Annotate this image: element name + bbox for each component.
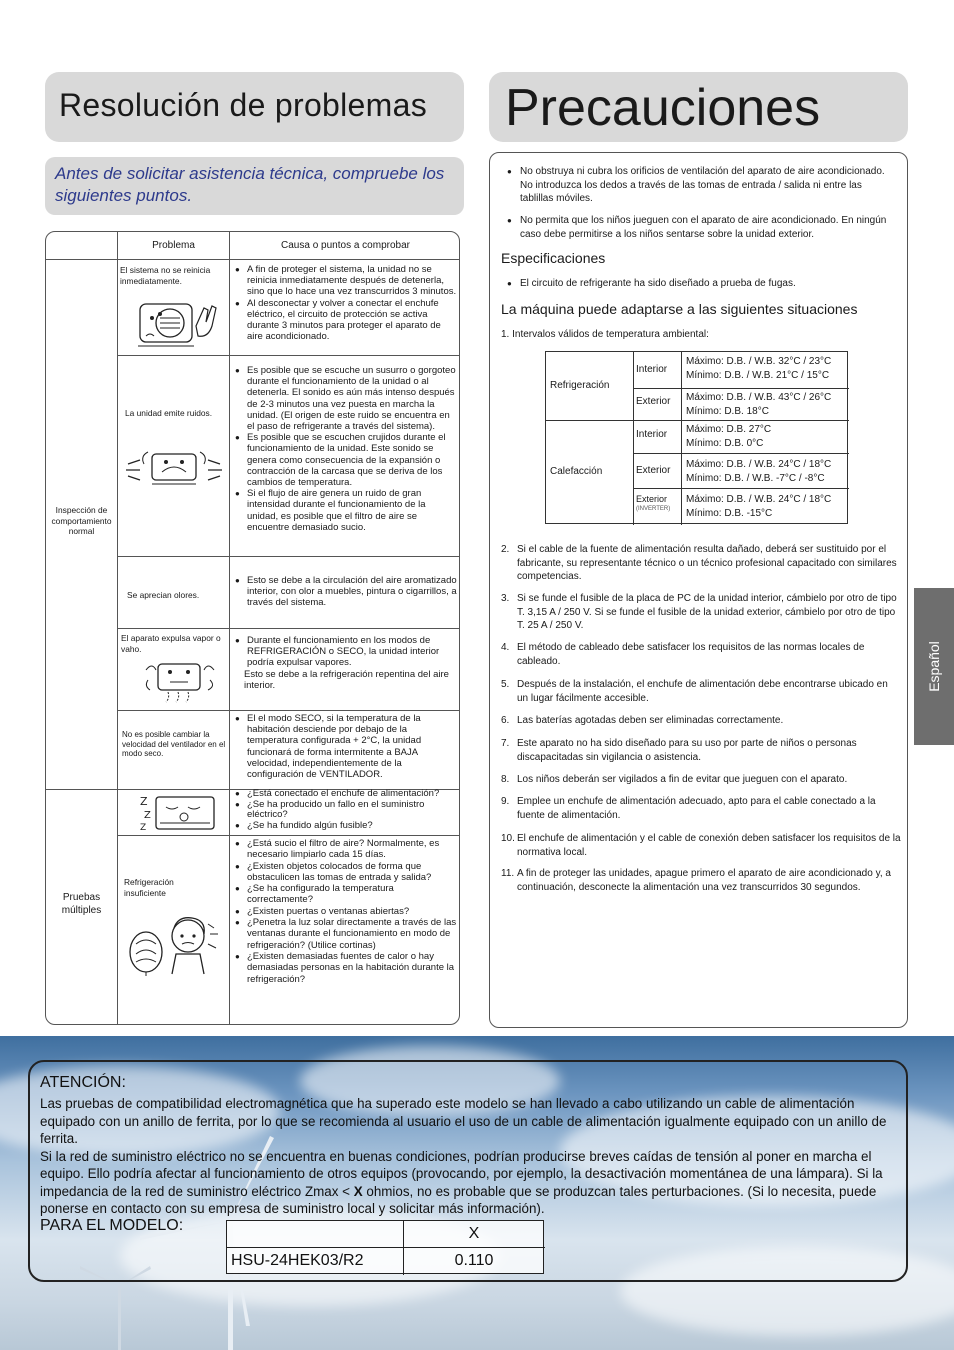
causes-vapor [234,635,458,691]
sleeping-unit-illustration [138,793,218,838]
range-value: Mínimo: D.B. 0°C [686,438,764,449]
troubleshooting-table [45,231,460,1025]
troubleshooting-subtitle: Antes de solicitar asistencia técnica, compruebe los siguientes puntos. [55,164,445,205]
temperature-range-table [545,351,848,524]
column-header-problem: Problema [152,240,195,251]
cause-item: ● Si el flujo de aire genera un ruido de gran intensidad durante el funcionamiento de la unidad, es posible que el filtro de aire se encuentre demasiado sucio. [234,488,458,533]
cause-item: ● ¿Existen puertas o ventanas abiertas? [234,906,460,917]
problem-noise: La unidad emite ruidos. [125,408,213,418]
precaution-item: 5. Después de la instalación, el enchufe de alimentación debe encontrarse ubicado en un lugar fácilmente accesible. [501,679,888,704]
language-tab [914,588,954,745]
precaution-item: 7. Este aparato no ha sido diseñado para su uso por parte de niños o personas discapacitadas sin vigilancia o asistencia. [501,738,857,763]
hot-person-illustration [126,914,221,981]
noisy-unit-illustration [124,442,224,497]
column-x-header: X [468,1225,480,1242]
range-value: Máximo: D.B. / W.B. 43°C / 26°C [686,392,832,403]
range-value: Mínimo: D.B. / W.B. 21°C / 15°C [686,370,830,381]
attention-paragraph-1: Las pruebas de compatibilidad electromagnética que ha superado este modelo se han llevado a cabo utilizando un cable de alimentación equipado con un anillo de ferrita, por lo que se recomienda al usuario el uso de un cable de alimentación igualmente equipado con un anillo de ferrita. [40,1096,887,1146]
column-header-cause: Causa o puntos a comprobar [281,240,410,251]
cause-item: ● ¿Se ha producido un fallo en el suministro eléctrico? [234,800,460,821]
unit-exterior: Exterior [636,465,671,476]
vapor-unit-illustration [142,658,217,708]
range-value: Mínimo: D.B. / W.B. -7°C / -8°C [686,473,825,484]
precaution-bullet: ● No obstruya ni cubra los orificios de ventilación del aparato de aire acondicionado. No introduzca los dedos a través de las tomas de entrada / salida ni entre las tablillas móviles. [504,165,896,206]
causes-insufficient-cooling [234,838,460,985]
model-label: PARA EL MODELO: [40,1217,184,1234]
causes-no-power [234,789,460,832]
causes-no-restart [234,264,458,342]
cause-item: ● El el modo SECO, si la temperatura de la habitación desciende por debajo de la temperatura configurada + 2°C, la unidad funcionará de forma intermitente a BAJA velocidad, independientemente de la configuración de VENTILADOR. [234,713,458,780]
language-tab-label: Español [926,641,942,692]
precautions-panel [489,152,908,1028]
attention-title: ATENCIÓN: [40,1074,126,1091]
mode-cooling: Refrigeración [550,380,610,391]
precaution-item: 8. Los niños deberán ser vigilados a fin de evitar que jueguen con el aparato. [501,774,848,785]
troubleshooting-subtitle-box [45,157,464,215]
unit-stop-hand-illustration [136,296,221,356]
svg-text:Z: Z [140,823,147,833]
precaution-item: 3. Si se funde el fusible de la placa de PC de la unidad interior, cámbielo por otro de tipo T. 3,15 A / 250 V. Si se funde el fusible de la unidad exterior, cámbielo por otro de tipo T. 25 A / 250 V. [501,593,897,631]
attention-box [28,1060,908,1282]
cause-item: ● ¿Penetra la luz solar directamente a través de las ventanas durante el funcionamiento en modo de refrigeración? (Utilice cortinas) [234,917,460,951]
cause-item: ● ¿Existen demasiadas fuentes de calor o hay demasiadas personas en la habitación durante la refrigeración? [234,951,460,985]
cause-item: ● ¿Está sucio el filtro de aire? Normalmente, es necesario limpiarlo cada 15 días. [234,838,460,861]
precaution-item: 4. El método de cableado debe satisfacer los requisitos de las normas locales de cableado. [501,642,865,667]
model-name: HSU-24HEK03/R2 [231,1252,364,1269]
attention-paragraph-2: Si la red de suministro eléctrico no se encuentra en buenas condiciones, podrían producirse breves caídas de tensión al poner en marcha el equipo. Ello podría afectar al funcionamiento de otros equipos (provocando, por ejemplo, la desactivación momentánea de una lámpara). Si la impedancia de la red de suministro eléctrico Zmax < X ohmios, no es probable que se produzcan tales perturbaciones. (Si lo necesita, puede ponerse en contacto con su empresa de suministro local y solicitar más información). [40,1148,883,1216]
precaution-item: 6. Las baterías agotadas deben ser eliminadas correctamente. [501,715,784,726]
causes-fan-speed [234,713,458,780]
range-value: Máximo: D.B. / W.B. 24°C / 18°C [686,459,832,470]
cause-extra: Esto se debe a la refrigeración repentina del aire interior. [244,668,449,691]
svg-text:Z: Z [140,795,148,808]
precaution-bullet: ● No permita que los niños jueguen con el aparato de aire acondicionado. En ningún caso debe permitirse a los niños sentarse sobre la unidad exterior. [504,214,896,241]
inverter-note: (INVERTER) [636,506,671,512]
cause-item: ● Esto se debe a la circulación del aire aromatizado interior, con olor a muebles, pintura o cigarrillos, a través del sistema. [234,575,458,609]
unit-exterior: Exterior [636,396,671,407]
unit-interior: Interior [636,429,668,440]
model-impedance-value: 0.110 [454,1252,494,1269]
precautions-title: Precauciones [505,79,821,137]
cause-item: ● Al desconectar y volver a conectar el enchufe eléctrico, el circuito de protección se activa durante 3 minutos para proteger el aparato de aire acondicionado. [234,298,458,343]
cause-item: ● Durante el funcionamiento en los modos de REFRIGERACIÓN o SECO, la unidad interior podría expulsar vapores. [234,635,458,669]
range-value: Mínimo: D.B. 18°C [686,406,769,417]
precaution-item: 2. Si el cable de la fuente de alimentación resulta dañado, deberá ser sustituido por el fabricante, su representante técnico o un técnico profesional capacitado con similares competencias. [501,544,897,582]
unit-exterior: Exterior [636,494,668,504]
cause-item: ● Es posible que se escuchen crujidos durante el funcionamiento de la unidad. Este sonido se genera como consecuencia de la expansión o contracción de la carcasa que se deriva de los cambios de temperatura. [234,432,458,488]
causes-odors [234,575,458,609]
range-value: Máximo: D.B. 27°C [686,424,772,435]
cause-item: ● ¿Se ha fundido algún fusible? [234,821,460,832]
temperature-interval-label: 1. Intervalos válidos de temperatura ambiental: [501,329,709,340]
precaution-item: 9. Emplee un enchufe de alimentación adecuado, apto para el cable conectado a la fuente de alimentación. [501,796,876,821]
cause-item: ● ¿Se ha configurado la temperatura correctamente? [234,883,460,906]
causes-noise [234,365,458,533]
mode-heating: Calefacción [550,466,603,477]
svg-text:Z: Z [144,810,151,821]
group-multiple-tests: Pruebas múltiples [61,892,102,916]
range-value: Máximo: D.B. / W.B. 32°C / 23°C [686,356,832,367]
troubleshooting-title: Resolución de problemas [59,87,427,123]
problem-fan-speed: No es posible cambiar la velocidad del ventilador en el modo seco. [122,730,226,759]
precaution-item: 11. A fin de proteger las unidades, apague primero el aparato de aire acondicionado y, a continuación, desconecte la alimentación una vez transcurridos 30 segundos. [501,868,891,893]
problem-vapor: El aparato expulsa vapor o vaho. [121,633,221,654]
problem-odors: Se aprecian olores. [127,590,200,600]
cause-item: ● Es posible que se escuche un susurro o gorgoteo durante el funcionamiento de la unidad o al detenerla. El sonido es aún más intenso después de 2-3 minutos una vez puesta en marcha la unidad. (El origen de este ruido se encuentra en el paso de refrigerante a través del sistema). [234,365,458,432]
range-value: Máximo: D.B. / W.B. 24°C / 18°C [686,494,832,505]
cause-item: ● ¿Existen objetos colocados de forma que obstaculicen las tomas de entrada y salida? [234,861,460,884]
problem-no-restart: El sistema no se reinicia inmediatamente. [120,265,211,286]
cause-item: ● ¿Está conectado el enchufe de alimentación? [234,789,460,800]
precaution-item: 10. El enchufe de alimentación y el cable de conexión deben satisfacer los requisitos de la normativa local. [501,833,901,858]
attention-text [40,1095,905,1218]
troubleshooting-header [45,72,464,142]
model-impedance-table [226,1220,544,1274]
group-normal-behavior: Inspección de comportamiento normal [51,505,112,536]
cause-item: ● A fin de proteger el sistema, la unidad no se reinicia inmediatamente después de detenerla, sino que lo hace una vez transcurridos 3 minutos. [234,264,458,298]
precautions-header [489,72,908,142]
specifications-bullet: ● El circuito de refrigerante ha sido diseñado a prueba de fugas. [504,277,896,291]
problem-insufficient-cooling: Refrigeración insuficiente [124,877,174,898]
adapt-heading: La máquina puede adaptarse a las siguientes situaciones [501,301,858,317]
specifications-heading: Especificaciones [501,250,606,266]
range-value: Mínimo: D.B. -15°C [686,508,773,519]
unit-interior: Interior [636,364,668,375]
